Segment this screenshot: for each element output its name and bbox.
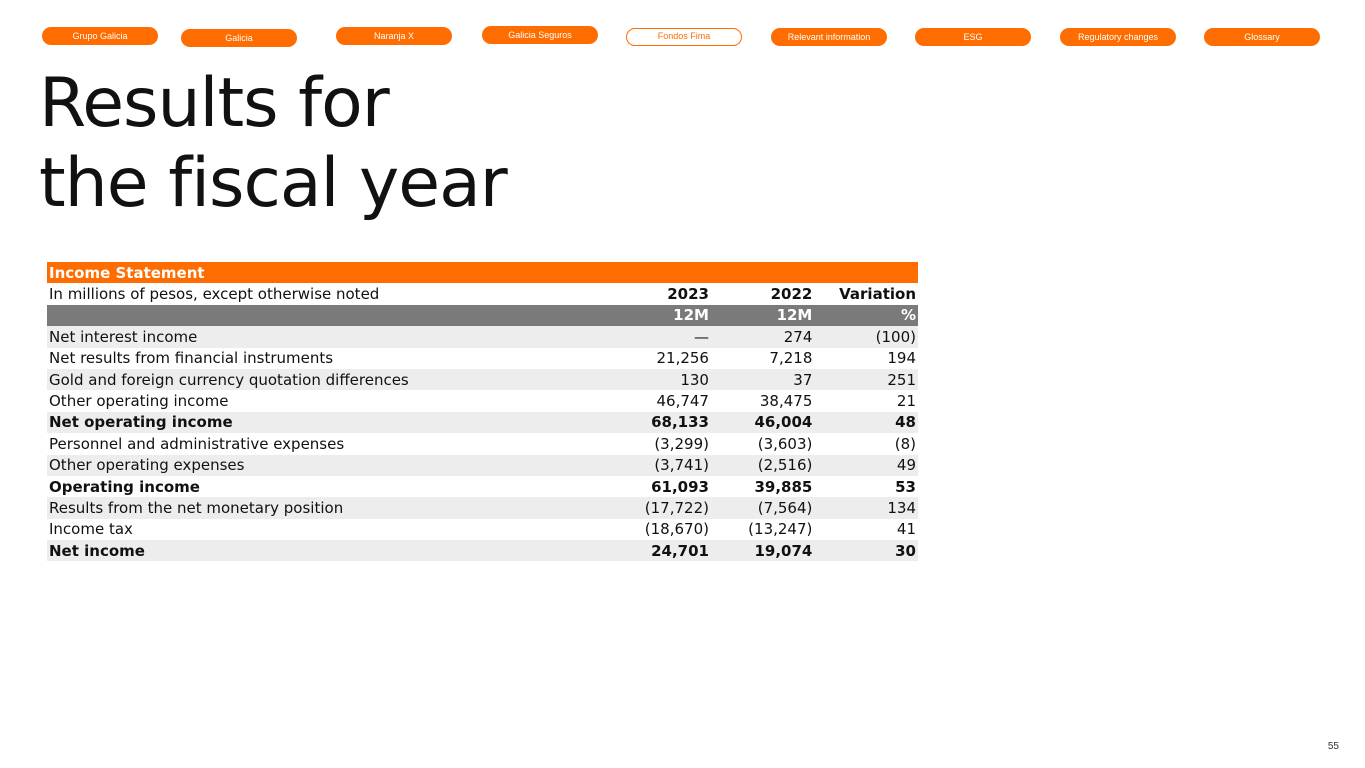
page-title-line-2: the fiscal year: [39, 144, 507, 223]
nav-grupo-galicia[interactable]: Grupo Galicia: [42, 27, 158, 45]
column-years-row: [47, 283, 918, 304]
table-row: [47, 348, 918, 369]
row-value-2022: (2,516): [711, 455, 814, 476]
table-title: Income Statement: [47, 262, 918, 283]
nav-naranja-x[interactable]: Naranja X: [336, 27, 452, 45]
table-row: [47, 326, 918, 347]
row-value-2023: 130: [608, 369, 711, 390]
row-value-2023: (3,299): [608, 433, 711, 454]
row-value-2022: (13,247): [711, 519, 814, 540]
row-value-2022: 46,004: [711, 412, 814, 433]
page-title: [39, 64, 507, 224]
row-value-2023: —: [608, 326, 711, 347]
row-variation: 30: [814, 540, 918, 561]
row-variation: 134: [814, 497, 918, 518]
table-row: [47, 433, 918, 454]
row-label: Income tax: [47, 519, 608, 540]
row-label: Other operating expenses: [47, 455, 608, 476]
subheader-variation: %: [814, 305, 918, 326]
col-variation: Variation: [814, 283, 918, 304]
table-header-row: [47, 262, 918, 283]
row-variation: (100): [814, 326, 918, 347]
row-value-2023: (3,741): [608, 455, 711, 476]
table-row: [47, 497, 918, 518]
row-value-2022: (3,603): [711, 433, 814, 454]
nav-galicia[interactable]: Galicia: [181, 29, 297, 47]
nav-galicia-seguros[interactable]: Galicia Seguros: [482, 26, 598, 44]
row-value-2022: 37: [711, 369, 814, 390]
row-label: Operating income: [47, 476, 608, 497]
row-value-2022: 39,885: [711, 476, 814, 497]
table-row: [47, 476, 918, 497]
row-variation: 194: [814, 348, 918, 369]
table-row: [47, 540, 918, 561]
row-value-2023: 21,256: [608, 348, 711, 369]
row-value-2023: (17,722): [608, 497, 711, 518]
page-title-line-1: Results for: [39, 64, 389, 143]
row-variation: 41: [814, 519, 918, 540]
col-year-2022: 2022: [711, 283, 814, 304]
row-label: Net results from financial instruments: [47, 348, 608, 369]
row-label: Personnel and administrative expenses: [47, 433, 608, 454]
table-row: [47, 390, 918, 411]
subheader-2022: 12M: [711, 305, 814, 326]
nav-fondos-fima[interactable]: Fondos Fima: [626, 28, 742, 46]
subheader-2023: 12M: [608, 305, 711, 326]
row-variation: (8): [814, 433, 918, 454]
row-label: Net interest income: [47, 326, 608, 347]
income-statement-table: [47, 262, 918, 561]
row-variation: 21: [814, 390, 918, 411]
table-row: [47, 369, 918, 390]
subheader-empty: [47, 305, 608, 326]
row-variation: 53: [814, 476, 918, 497]
row-label: Results from the net monetary position: [47, 497, 608, 518]
row-variation: 251: [814, 369, 918, 390]
table-row: [47, 455, 918, 476]
row-value-2022: 38,475: [711, 390, 814, 411]
nav-glossary[interactable]: Glossary: [1204, 28, 1320, 46]
nav-esg[interactable]: ESG: [915, 28, 1031, 46]
row-value-2022: (7,564): [711, 497, 814, 518]
top-navigation: [42, 27, 1322, 47]
row-variation: 48: [814, 412, 918, 433]
row-variation: 49: [814, 455, 918, 476]
row-label: Net income: [47, 540, 608, 561]
row-value-2023: 46,747: [608, 390, 711, 411]
row-value-2023: 68,133: [608, 412, 711, 433]
nav-regulatory-changes[interactable]: Regulatory changes: [1060, 28, 1176, 46]
row-value-2023: 61,093: [608, 476, 711, 497]
units-label: In millions of pesos, except otherwise noted: [47, 283, 608, 304]
column-subheader-row: [47, 305, 918, 326]
table-row: [47, 519, 918, 540]
row-value-2022: 274: [711, 326, 814, 347]
row-value-2022: 19,074: [711, 540, 814, 561]
page-number: 55: [1327, 741, 1339, 752]
row-value-2023: (18,670): [608, 519, 711, 540]
row-value-2023: 24,701: [608, 540, 711, 561]
table-row: [47, 412, 918, 433]
row-label: Net operating income: [47, 412, 608, 433]
row-label: Gold and foreign currency quotation differences: [47, 369, 608, 390]
nav-relevant-information[interactable]: Relevant information: [771, 28, 887, 46]
col-year-2023: 2023: [608, 283, 711, 304]
row-label: Other operating income: [47, 390, 608, 411]
row-value-2022: 7,218: [711, 348, 814, 369]
